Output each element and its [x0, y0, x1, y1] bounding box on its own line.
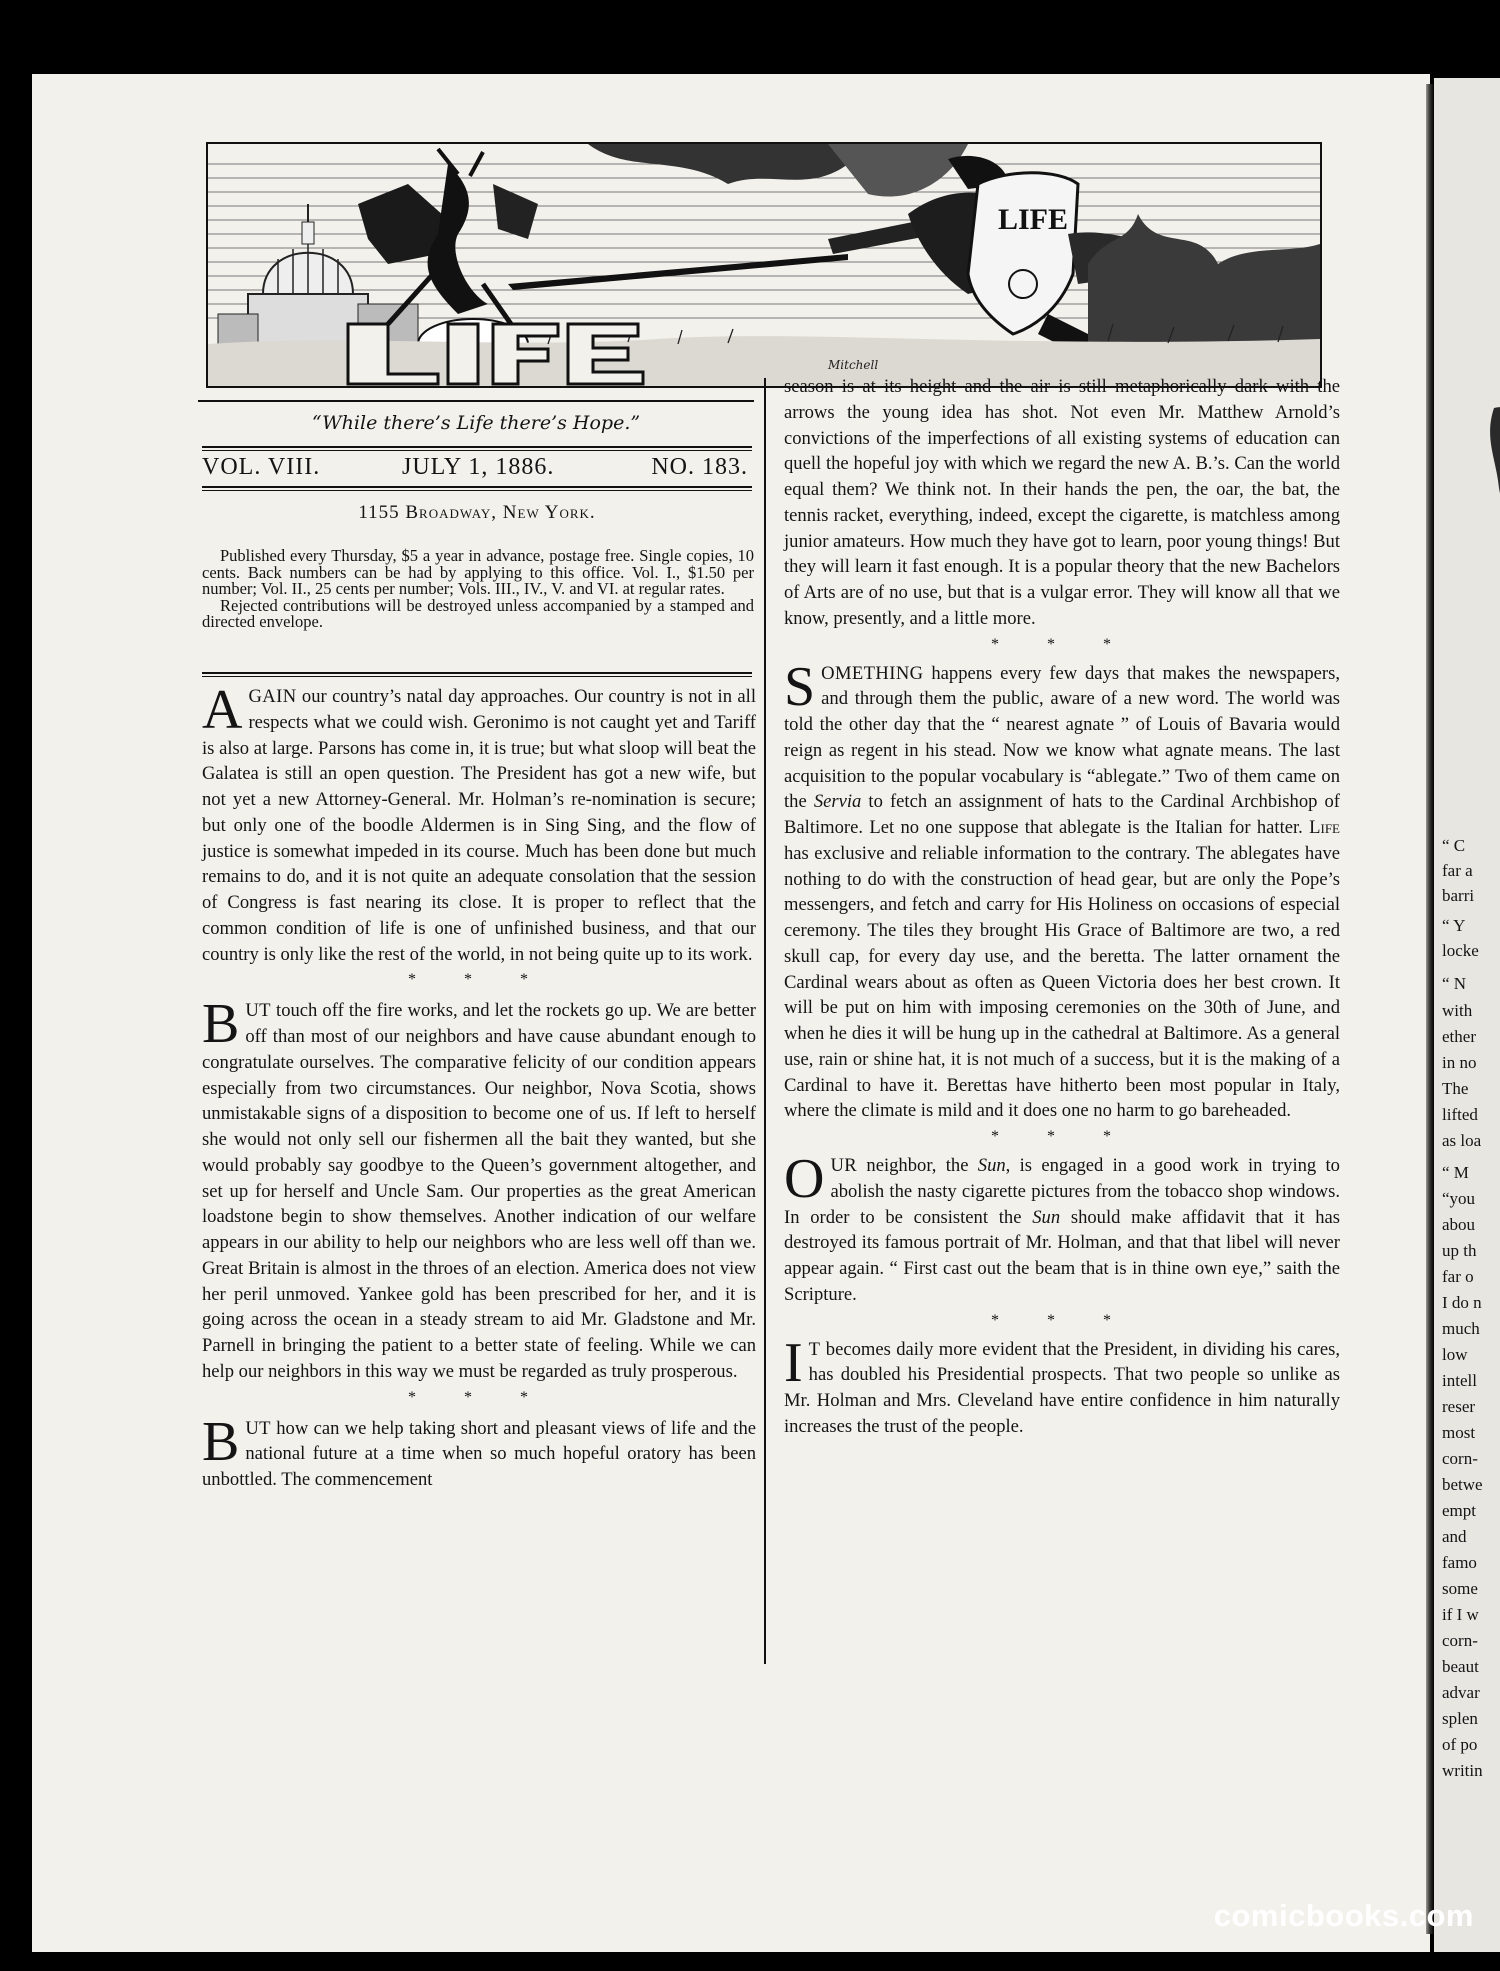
editorial-paragraph-5: [784, 1148, 1340, 1308]
facing-page-line: “ N: [1442, 974, 1467, 993]
masthead-illustration: [206, 142, 1322, 388]
watermark: comicbooks.com: [1213, 1898, 1474, 1933]
shield-inscription: LIFE: [998, 203, 1069, 236]
masthead-underline: [198, 400, 754, 402]
facing-page-line: if I w: [1442, 1605, 1479, 1624]
facing-page-line: abou: [1442, 1215, 1476, 1234]
facing-page: [1434, 78, 1500, 1958]
facing-page-line: “you: [1442, 1189, 1476, 1208]
drop-cap: B: [202, 993, 240, 1056]
section-break: * * *: [408, 971, 550, 989]
facing-page-line: The: [1442, 1079, 1469, 1098]
subscription-info: Published every Thursday, $5 a year in advance, postage free. Single copies, 10 cents. Back numbers can be had by applying to this office. Vol. I., $1.50 per number; Vol. II., 25 cents per number; Vols. III., IV., V. and VI. at regular rates.: [202, 546, 754, 599]
facing-page-line: betwe: [1442, 1475, 1483, 1494]
paragraph-text: happens every few days that makes the newspapers, and through them the public, aware of a new word. The world was told the other day that the “ nearest agnate ” of Louis of Bavaria would reign as regent in his stead. Now we know what agnate means. The last acquisition to the popular vocabulary is “ablegate.” Two of them came on the: [784, 662, 1340, 813]
facing-page-line: empt: [1442, 1501, 1476, 1520]
editorial-paragraph-6: [784, 1331, 1340, 1440]
facing-page-line: I do n: [1442, 1293, 1482, 1312]
editorial-paragraph-2: [202, 993, 756, 1384]
issue-date: JULY 1, 1886.: [402, 454, 555, 480]
newspaper-name: Sun: [1032, 1206, 1061, 1228]
left-column: [202, 679, 756, 1493]
lead-word: OMETHING: [821, 662, 924, 684]
section-break: * * *: [991, 1128, 1133, 1145]
ship-name: Servia: [813, 791, 862, 813]
section-break: * * *: [991, 635, 1133, 653]
editorial-paragraph-4: [784, 655, 1340, 1125]
facing-page-line: much: [1442, 1319, 1480, 1338]
facing-page-line: locke: [1442, 941, 1479, 960]
facing-page-line: famo: [1442, 1553, 1477, 1572]
paragraph-text: , is engaged in a good work in trying to abolish the nasty cigarette pictures from the tobacco shop windows. In order to be consistent the: [784, 1155, 1340, 1228]
rule-bottom: [202, 672, 752, 674]
column-divider: [764, 378, 766, 1664]
address-street: Broadway, New York.: [405, 502, 596, 523]
paragraph-text: neighbor, the: [857, 1155, 978, 1176]
publishing-info: [202, 548, 754, 631]
facing-page-illustration: [1474, 398, 1500, 568]
lead-word: T: [808, 1338, 821, 1360]
facing-page-line: beaut: [1442, 1657, 1479, 1676]
facing-page-line: barri: [1442, 886, 1475, 905]
drop-cap: I: [784, 1331, 803, 1394]
facing-page-line: most: [1442, 1423, 1476, 1442]
rule-top: [202, 446, 752, 448]
rule-mid: [202, 486, 752, 488]
facing-page-line: writin: [1442, 1761, 1483, 1780]
lead-word: GAIN: [248, 686, 297, 707]
book-spine: [1426, 84, 1434, 1934]
magazine-name: Life: [1309, 817, 1340, 838]
scan-edge: [0, 1952, 1500, 1971]
facing-page-line: “ C: [1442, 836, 1466, 855]
facing-page-line: far a: [1442, 861, 1473, 880]
facing-page-line: reser: [1442, 1397, 1476, 1416]
facing-page-line: corn-: [1442, 1631, 1478, 1650]
motto: “While there’s Life there’s Hope.”: [311, 412, 641, 434]
editorial-paragraph-1: [202, 679, 756, 967]
newspaper-name: Sun: [977, 1155, 1006, 1176]
paragraph-text: has exclusive and reliable information to the contrary. The ablegates have nothing to do with the construction of head gear, but are only the Pope’s messengers, and fetch and carry for His Holiness on occasions of especial ceremony. The tiles they brought His Grace of Baltimore are two, a red skull cap, for every day use, and the beretta. The latter ornament the Cardinal wears about as often as Queen Victoria does her best crown. It will be put on him with imposing ceremonies on the 30th of June, and when he dies it will be hung up in the cathedral at Baltimore. As a general use, rain or shine hat, it is not much of a success, but it is the making of a Cardinal to have it. Berettas have hitherto been most popular in Italy, where the climate is mild and it does one no harm to go bareheaded.: [784, 842, 1340, 1122]
facing-page-line: in no: [1442, 1053, 1477, 1072]
volume-number: VOL. VIII.: [202, 454, 321, 480]
right-column: [784, 374, 1340, 1440]
facing-page-line: “ M: [1442, 1163, 1469, 1182]
facing-page-line: “ Y: [1442, 916, 1466, 935]
paragraph-text: should make affidavit that it has destroyed its famous portrait of Mr. Holman, and that that libel will never appear again. “ First cast out the beam that is in thine own eye,” saith the Scripture.: [784, 1206, 1340, 1305]
facing-page-line: and: [1442, 1527, 1467, 1546]
lead-word: UR: [830, 1155, 858, 1176]
lead-word: UT: [245, 1000, 271, 1022]
paragraph-text: to fetch an assignment of hats to the Cardinal Archbishop of Baltimore. Let no one suppose that ablegate is the Italian for hatter.: [784, 791, 1340, 838]
facing-page-line: of po: [1442, 1735, 1478, 1754]
lead-word: UT: [245, 1417, 271, 1439]
paragraph-text: becomes daily more evident that the President, in dividing his cares, has doubled his Presidential prospects. That two people so unlike as Mr. Holman and Mrs. Cleveland have entire confidence in him naturally increases the trust of the people.: [784, 1338, 1340, 1437]
facing-page-line: lifted: [1442, 1105, 1478, 1124]
facing-page-line: with: [1442, 1001, 1473, 1020]
facing-page-line: advar: [1442, 1683, 1480, 1702]
drop-cap: A: [202, 679, 243, 741]
issue-number: NO. 183.: [651, 454, 748, 480]
editorial-continuation: season is at its height and the air is still metaphorically dark with the arrows the young idea has shot. Not even Mr. Matthew Arnold’s convictions of the imperfections of all existing systems of education can quell the hopeful joy with which we regard the new A. B.’s. Can the world equal them? We think not. In their hands the pen, the oar, the bat, the tennis racket, everything, indeed, except the cigarette, is matchless among junior amateurs. How much they have got to learn, poor young things! But they will learn it fast enough. It is a popular theory that the new Bachelors of Arts are of no use, but that is a vulgar error. They will know all that we know, presently, and a little more.: [784, 376, 1340, 629]
issue-line: [202, 454, 752, 484]
drop-cap: B: [202, 1410, 240, 1473]
paragraph-text: touch off the fire works, and let the rockets go up. We are better off than most of our neighbors and have cause abundant enough to congratulate ourselves. The comparative felicity of our condition appears especially from two circumstances. Our neighbor, Nova Scotia, shows unmistakable signs of a disposition to become one of us. If left to herself she would not only sell our fishermen all the bait they wanted, but she would probably say goodbye to the Queen’s government altogether, and set up for herself and Uncle Sam. Our properties as the great American loadstone begin to show themselves. Another indication of our welfare appears in our ability to help our neighbors who are less well off than we. Great Britain is almost in the throes of an election. America does not view her peril unmoved. Yankee gold has been prescribed for her, and it is going across the ocean in a steady stream to aid Mr. Gladstone and Mr. Parnell in bringing the patient to a better state of feeling. While we can help our neighbors in this way we must be regarded as truly prosperous.: [202, 1000, 756, 1382]
drop-cap: S: [784, 655, 816, 718]
facing-page-line: splen: [1442, 1709, 1478, 1728]
paragraph-text: our country’s natal day approaches. Our country is not in all respects what we could wish. Geronimo is not caught yet and Tariff is also at large. Parsons has come in, it is true; but what sloop will beat the Galatea is still an open question. The President has got a new wife, but not yet a new Attorney-General. Mr. Holman’s re-nomination is secure; but only one of the boodle Aldermen is in Sing Sing, and the flow of justice is somewhat impeded in its course. Much has been done but much remains to do, and it is not quite an adequate consolation that the session of Congress is fast nearing its close. It is proper to reflect that the common condition of life is one of unfinished business, and that our country is only like the rest of the world, in not being quite up to its work.: [202, 686, 756, 965]
facing-page-line: low: [1442, 1345, 1468, 1364]
editorial-paragraph-3: [202, 1410, 756, 1493]
facing-page-line: ether: [1442, 1027, 1476, 1046]
office-address: [202, 502, 752, 524]
facing-page-line: far o: [1442, 1267, 1474, 1286]
rule-top-thin: [202, 450, 752, 451]
artist-signature: Mitchell: [828, 358, 879, 372]
facing-page-line: some: [1442, 1579, 1478, 1598]
facing-page-line: corn-: [1442, 1449, 1478, 1468]
facing-page-line: as loa: [1442, 1131, 1482, 1150]
contributions-notice: Rejected contributions will be destroyed unless accompanied by a stamped and directed envelope.: [202, 595, 754, 632]
paragraph-text: how can we help taking short and pleasant views of life and the national future at a time when so much hopeful oratory has been unbottled. The commencement: [202, 1417, 756, 1490]
drop-cap: O: [784, 1148, 825, 1210]
section-break: * * *: [408, 1388, 550, 1406]
facing-page-line: intell: [1442, 1371, 1477, 1390]
rule-bottom-thin: [202, 676, 752, 677]
facing-page-line: up th: [1442, 1241, 1477, 1260]
address-number: 1155: [358, 502, 400, 523]
section-break: * * *: [991, 1311, 1133, 1329]
rule-mid-thin: [202, 490, 752, 491]
